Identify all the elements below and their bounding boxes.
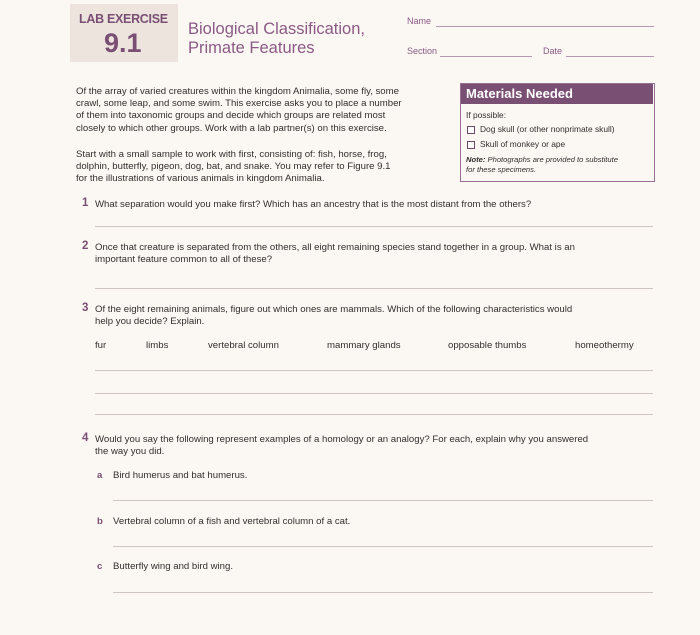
- answer-line[interactable]: [113, 546, 653, 547]
- question-2-number: 2: [82, 240, 89, 252]
- intro-p1-line: of them into taxonomic groups and decide which groups are related most: [76, 110, 386, 122]
- name-label: Name: [407, 16, 432, 26]
- answer-line[interactable]: [95, 414, 653, 415]
- date-field[interactable]: [566, 56, 654, 57]
- sub-question-c-text: Butterfly wing and bird wing.: [113, 561, 233, 572]
- characteristic-homeothermy: homeothermy: [575, 340, 634, 351]
- section-label: Section: [407, 46, 438, 56]
- question-4-line-1: Would you say the following represent examples of a homology or an analogy? For each, explain why you answered: [95, 434, 589, 445]
- characteristic-fur: fur: [95, 340, 107, 351]
- sub-question-a-text: Bird humerus and bat humerus.: [113, 470, 248, 481]
- answer-line[interactable]: [113, 500, 653, 501]
- question-2-line-2: important feature common to all of these?: [95, 254, 273, 266]
- characteristic-opposable-thumbs: opposable thumbs: [448, 340, 527, 351]
- intro-p1-line: Of the array of varied creatures within the kingdom Animalia, some fly, some: [76, 86, 399, 97]
- answer-line[interactable]: [95, 226, 653, 227]
- intro-p2-line: for the illustrations of various animals in kingdom Animalia.: [76, 173, 325, 185]
- note-label: Note:: [466, 155, 486, 164]
- sub-question-c-letter: c: [97, 561, 103, 572]
- sub-question-b-letter: b: [97, 516, 103, 527]
- date-label: Date: [543, 46, 563, 56]
- lab-exercise-number: 9.1: [104, 28, 142, 58]
- materials-checkbox-2[interactable]: [467, 141, 475, 149]
- answer-line[interactable]: [113, 592, 653, 593]
- question-3-text: [95, 304, 660, 328]
- note-line-1: Photographs are provided to substitute: [487, 155, 618, 164]
- section-field[interactable]: [440, 56, 532, 57]
- question-4-number: 4: [82, 432, 89, 444]
- question-1-text: What separation would you make first? Which has an ancestry that is the most distant from the others?: [95, 199, 532, 210]
- question-2-text: [95, 242, 660, 266]
- answer-line[interactable]: [95, 370, 653, 371]
- materials-title: Materials Needed: [466, 86, 573, 101]
- characteristic-vertebral-column: vertebral column: [208, 340, 279, 351]
- materials-checkbox-1[interactable]: [467, 126, 475, 134]
- note-line-2: for these specimens.: [466, 165, 537, 174]
- question-1-number: 1: [82, 197, 89, 209]
- answer-line[interactable]: [95, 288, 653, 289]
- sub-question-b-text: Vertebral column of a fish and vertebral column of a cat.: [113, 516, 351, 527]
- lab-exercise-label: LAB EXERCISE: [79, 12, 168, 26]
- question-3-number: 3: [82, 302, 89, 314]
- characteristic-mammary-glands: mammary glands: [327, 340, 401, 351]
- intro-p1-line: closely to which other groups. Work with a lab partner(s) on this exercise.: [76, 122, 387, 134]
- question-4-text: [95, 434, 660, 458]
- materials-item-2: Skull of monkey or ape: [480, 139, 566, 149]
- name-field[interactable]: [436, 26, 654, 27]
- characteristic-limbs: limbs: [146, 340, 169, 351]
- title-line-1: Biological Classification,: [188, 20, 365, 38]
- page-title: [188, 20, 365, 58]
- intro-p2-line: dolphin, butterfly, pigeon, dog, bat, and snake. You may refer to Figure 9.1: [76, 161, 391, 173]
- materials-item-1: Dog skull (or other nonprimate skull): [480, 124, 615, 134]
- materials-if-possible: If possible:: [466, 110, 507, 120]
- title-line-2: Primate Features: [188, 39, 315, 57]
- answer-line[interactable]: [95, 393, 653, 394]
- question-3-line-2: help you decide? Explain.: [95, 316, 205, 328]
- intro-p2-line: Start with a small sample to work with first, consisting of: fish, horse, frog,: [76, 149, 387, 160]
- sub-question-a-letter: a: [97, 470, 103, 481]
- intro-p1-line: crawl, some leap, and some swim. This exercise asks you to place a number: [76, 98, 402, 110]
- question-4-line-2: the way you did.: [95, 446, 165, 458]
- materials-note: [466, 155, 651, 175]
- intro-paragraph-1: [76, 86, 456, 135]
- question-2-line-1: Once that creature is separated from the others, all eight remaining species stand together in a group. What is an: [95, 242, 575, 253]
- question-3-line-1: Of the eight remaining animals, figure out which ones are mammals. Which of the following characteristics would: [95, 304, 573, 315]
- intro-paragraph-2: [76, 149, 456, 186]
